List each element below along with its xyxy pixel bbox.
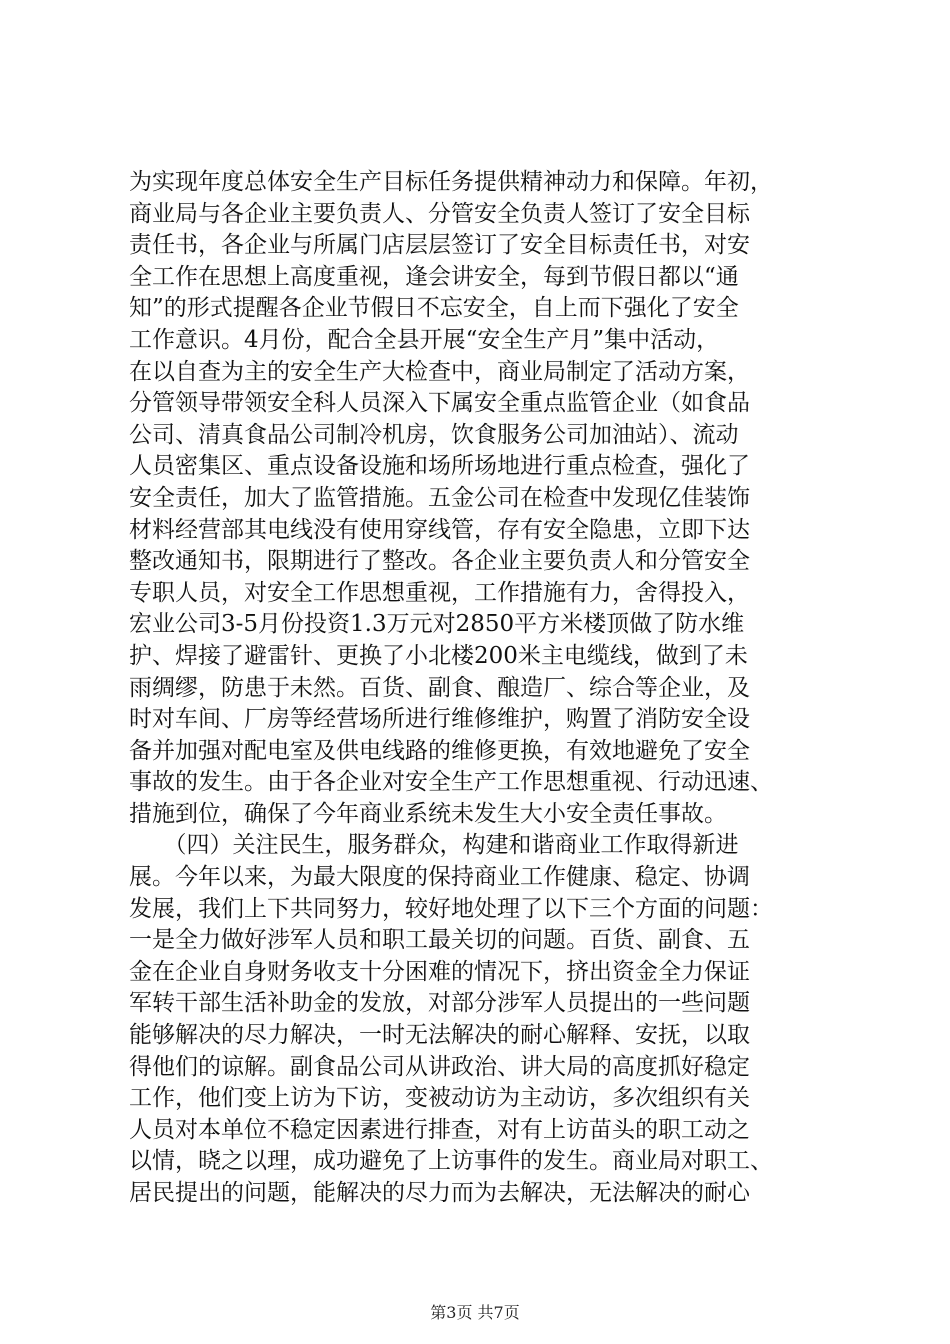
text-line: 商业局与各企业主要负责人、分管安全负责人签订了安全目标: [129, 200, 750, 227]
text-line: 一是全力做好涉军人员和职工最关切的问题。百货、副食、五: [129, 927, 750, 954]
text-line: 发展，我们上下共同努力，较好地处理了以下三个方面的问题：: [129, 895, 773, 922]
text-line: 在以自查为主的安全生产大检查中，商业局制定了活动方案，: [129, 358, 750, 385]
text-line: 公司、清真食品公司制冷机房，饮食服务公司加油站）、流动: [129, 421, 739, 448]
text-line: 措施到位，确保了今年商业系统未发生大小安全责任事故。: [129, 800, 727, 827]
text-line: 人员对本单位不稳定因素进行排查，对有上访苗头的职工动之: [129, 1116, 750, 1143]
text-line: （四）关注民生，服务群众，构建和谐商业工作取得新进: [129, 832, 739, 859]
text-line: 工作意识。4月份，配合全县开展“安全生产月”集中活动，: [129, 326, 720, 353]
text-line: 金在企业自身财务收支十分困难的情况下，挤出资金全力保证: [129, 958, 750, 985]
text-line: 知”的形式提醒各企业节假日不忘安全，自上而下强化了安全: [129, 295, 739, 322]
page-number-footer: 第3页 共7页: [430, 1303, 520, 1322]
text-line: 护、焊接了避雷针、更换了小北楼200米主电缆线，做到了未: [129, 642, 748, 669]
text-line: 为实现年度总体安全生产目标任务提供精神动力和保障。年初，: [129, 169, 773, 195]
text-line: 得他们的谅解。副食品公司从讲政治、讲大局的高度抓好稳定: [129, 1053, 750, 1080]
text-line: 事故的发生。由于各企业对安全生产工作思想重视、行动迅速、: [129, 769, 773, 796]
text-line: 以情，晓之以理，成功避免了上访事件的发生。商业局对职工、: [129, 1148, 773, 1175]
text-line: 居民提出的问题，能解决的尽力而为去解决，无法解决的耐心: [129, 1180, 750, 1206]
text-line: 整改通知书，限期进行了整改。各企业主要负责人和分管安全: [129, 548, 750, 575]
text-line: 雨绸缪，防患于未然。百货、副食、酿造厂、综合等企业，及: [129, 674, 750, 701]
text-line: 能够解决的尽力解决，一时无法解决的耐心解释、安抚，以取: [129, 1022, 750, 1049]
text-line: 宏业公司3-5月份投资1.3万元对2850平方米楼顶做了防水维: [129, 611, 745, 638]
text-line: 分管领导带领安全科人员深入下属安全重点监管企业（如食品: [129, 390, 750, 417]
text-line: 专职人员，对安全工作思想重视，工作措施有力，舍得投入，: [129, 579, 750, 606]
text-line: 时对车间、厂房等经营场所进行维修维护，购置了消防安全设: [129, 706, 750, 733]
text-line: 人员密集区、重点设备设施和场所场地进行重点检查，强化了: [129, 453, 750, 480]
text-line: 全工作在思想上高度重视，逢会讲安全，每到节假日都以“通: [129, 263, 739, 290]
text-line: 责任书，各企业与所属门店层层签订了安全目标责任书，对安: [129, 232, 750, 259]
text-line: 材料经营部其电线没有使用穿线管，存有安全隐患，立即下达: [129, 516, 750, 543]
text-line: 安全责任，加大了监管措施。五金公司在检查中发现亿佳装饰: [129, 484, 750, 511]
text-line: 工作，他们变上访为下访，变被动访为主动访，多次组织有关: [129, 1085, 750, 1112]
body-text: [129, 167, 829, 1210]
text-line: 备并加强对配电室及供电线路的维修更换，有效地避免了安全: [129, 737, 750, 764]
text-line: 军转干部生活补助金的发放，对部分涉军人员提出的一些问题: [129, 990, 750, 1017]
text-line: 展。今年以来，为最大限度的保持商业工作健康、稳定、协调: [129, 864, 750, 891]
